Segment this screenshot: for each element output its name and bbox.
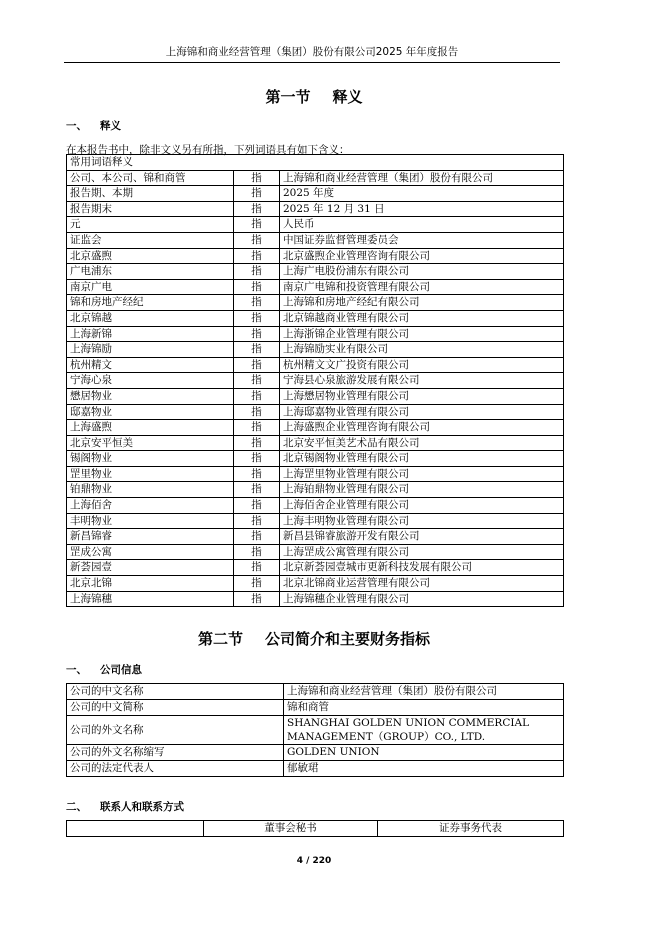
table-row	[67, 373, 564, 389]
glossary-definition: 北京安平恒美艺术品有限公司	[280, 435, 564, 451]
table-row	[67, 388, 564, 404]
glossary-definition: 上海广电股份浦东有限公司	[280, 264, 564, 280]
glossary-definition: 新昌县锦睿旅游开发有限公司	[280, 529, 564, 545]
contact-secretary-header: 董事会秘书	[204, 821, 378, 837]
info-label: 公司的外文名称缩写	[67, 745, 284, 761]
glossary-term: 上海锦穗	[67, 591, 234, 607]
glossary-definition: 杭州精文文广投资有限公司	[280, 357, 564, 373]
glossary-definition: 上海罡里物业管理有限公司	[280, 466, 564, 482]
glossary-definition: 2025 年 12 月 31 日	[280, 201, 564, 217]
glossary-term: 杭州精文	[67, 357, 234, 373]
table-row	[67, 420, 564, 436]
table-row	[67, 279, 564, 295]
glossary-term: 证监会	[67, 232, 234, 248]
glossary-separator: 指	[234, 498, 280, 514]
glossary-term: 懋居物业	[67, 388, 234, 404]
subsection-number: 一、	[66, 664, 87, 676]
glossary-separator: 指	[234, 326, 280, 342]
glossary-term: 南京广电	[67, 279, 234, 295]
glossary-definition: 南京广电锦和投资管理有限公司	[280, 279, 564, 295]
glossary-separator: 指	[234, 420, 280, 436]
glossary-definition: 中国证券监督管理委员会	[280, 232, 564, 248]
glossary-separator: 指	[234, 201, 280, 217]
subsection-company-info-title	[66, 662, 142, 677]
table-row	[67, 498, 564, 514]
table-row	[67, 761, 564, 777]
page-header: 上海锦和商业经营管理（集团）股份有限公司2025 年年度报告	[64, 44, 560, 63]
table-row	[67, 451, 564, 467]
glossary-header: 常用词语释义	[67, 155, 564, 171]
page-number: 4 / 220	[296, 856, 332, 866]
glossary-separator: 指	[234, 342, 280, 358]
glossary-term: 报告期、本期	[67, 186, 234, 202]
glossary-separator: 指	[234, 404, 280, 420]
table-row	[67, 326, 564, 342]
company-info-table	[66, 683, 564, 777]
table-row	[67, 529, 564, 545]
glossary-separator: 指	[234, 388, 280, 404]
glossary-separator: 指	[234, 591, 280, 607]
glossary-definition: 北京盛煦企业管理咨询有限公司	[280, 248, 564, 264]
glossary-definition: 北京新荟园壹城市更新科技发展有限公司	[280, 560, 564, 576]
glossary-term: 锦和房地产经纪	[67, 295, 234, 311]
glossary-term: 上海锦励	[67, 342, 234, 358]
section-2-number: 第二节	[197, 630, 243, 648]
glossary-intro: 在本报告书中，除非文义另有所指，下列词语具有如下含义：	[66, 144, 350, 156]
glossary-separator: 指	[234, 451, 280, 467]
section-1-title	[64, 86, 564, 107]
glossary-definition: 上海锦励实业有限公司	[280, 342, 564, 358]
table-row	[67, 745, 564, 761]
glossary-term: 上海新锦	[67, 326, 234, 342]
table-row	[67, 357, 564, 373]
table-row	[67, 248, 564, 264]
contact-header-row	[67, 821, 564, 837]
glossary-definition: 上海懋居物业管理有限公司	[280, 388, 564, 404]
section-1-heading: 释义	[332, 88, 363, 106]
info-label: 公司的外文名称	[67, 716, 284, 745]
table-row	[67, 684, 564, 700]
table-row	[67, 591, 564, 607]
glossary-term: 元	[67, 217, 234, 233]
info-value: GOLDEN UNION	[284, 745, 564, 761]
info-value: SHANGHAI GOLDEN UNION COMMERCIAL MANAGEMENT（GROUP）CO., LTD.	[284, 716, 564, 745]
table-row	[67, 544, 564, 560]
glossary-separator: 指	[234, 513, 280, 529]
contact-blank-cell	[67, 821, 204, 837]
subsection-heading: 公司信息	[100, 664, 142, 676]
glossary-definition: 北京北锦商业运营管理有限公司	[280, 576, 564, 592]
glossary-definition: 2025 年度	[280, 186, 564, 202]
glossary-definition: 上海锦穗企业管理有限公司	[280, 591, 564, 607]
glossary-definition: 上海铂鼎物业管理有限公司	[280, 482, 564, 498]
info-label: 公司的中文简称	[67, 700, 284, 716]
glossary-separator: 指	[234, 279, 280, 295]
glossary-definition: 上海邸嘉物业管理有限公司	[280, 404, 564, 420]
glossary-table	[66, 154, 564, 607]
glossary-definition: 北京锦越商业管理有限公司	[280, 310, 564, 326]
glossary-definition: 人民币	[280, 217, 564, 233]
glossary-separator: 指	[234, 295, 280, 311]
glossary-separator: 指	[234, 248, 280, 264]
glossary-term: 邸嘉物业	[67, 404, 234, 420]
table-row	[67, 466, 564, 482]
table-row	[67, 700, 564, 716]
table-row	[67, 295, 564, 311]
subsection-heading: 联系人和联系方式	[100, 801, 184, 813]
glossary-definition: 上海浙锦企业管理有限公司	[280, 326, 564, 342]
glossary-term: 上海佰舍	[67, 498, 234, 514]
glossary-separator: 指	[234, 529, 280, 545]
glossary-definition: 北京锡阁物业管理有限公司	[280, 451, 564, 467]
glossary-separator: 指	[234, 217, 280, 233]
glossary-separator: 指	[234, 466, 280, 482]
table-row	[67, 482, 564, 498]
section-1-number: 第一节	[265, 88, 311, 106]
glossary-term: 北京盛煦	[67, 248, 234, 264]
glossary-term: 铂鼎物业	[67, 482, 234, 498]
table-row	[67, 232, 564, 248]
table-row	[67, 264, 564, 280]
glossary-term: 宁海心泉	[67, 373, 234, 389]
table-row	[67, 342, 564, 358]
glossary-definition: 上海盛煦企业管理咨询有限公司	[280, 420, 564, 436]
glossary-term: 报告期末	[67, 201, 234, 217]
table-row	[67, 435, 564, 451]
glossary-separator: 指	[234, 186, 280, 202]
table-row	[67, 186, 564, 202]
section-2-heading: 公司简介和主要财务指标	[265, 630, 431, 648]
glossary-separator: 指	[234, 170, 280, 186]
info-value: 郁敏珺	[284, 761, 564, 777]
subsection-glossary-title	[66, 118, 121, 133]
table-row	[67, 560, 564, 576]
info-value: 上海锦和商业经营管理（集团）股份有限公司	[284, 684, 564, 700]
info-value: 锦和商管	[284, 700, 564, 716]
table-row	[67, 201, 564, 217]
subsection-number: 一、	[66, 120, 87, 132]
glossary-term: 新荟园壹	[67, 560, 234, 576]
glossary-term: 公司、本公司、锦和商管	[67, 170, 234, 186]
glossary-separator: 指	[234, 232, 280, 248]
info-label: 公司的法定代表人	[67, 761, 284, 777]
glossary-definition: 上海罡成公寓管理有限公司	[280, 544, 564, 560]
glossary-definition: 上海锦和商业经营管理（集团）股份有限公司	[280, 170, 564, 186]
glossary-term: 北京北锦	[67, 576, 234, 592]
glossary-separator: 指	[234, 576, 280, 592]
glossary-term: 北京安平恒美	[67, 435, 234, 451]
glossary-separator: 指	[234, 482, 280, 498]
table-row	[67, 170, 564, 186]
glossary-separator: 指	[234, 560, 280, 576]
glossary-term: 新昌锦睿	[67, 529, 234, 545]
glossary-term: 北京锦越	[67, 310, 234, 326]
glossary-separator: 指	[234, 310, 280, 326]
table-row	[67, 576, 564, 592]
glossary-term: 丰明物业	[67, 513, 234, 529]
glossary-definition: 宁海县心泉旅游发展有限公司	[280, 373, 564, 389]
glossary-header-row	[67, 155, 564, 171]
table-row	[67, 716, 564, 745]
info-label: 公司的中文名称	[67, 684, 284, 700]
section-2-title	[64, 628, 564, 649]
glossary-separator: 指	[234, 264, 280, 280]
table-row	[67, 217, 564, 233]
glossary-term: 广电浦东	[67, 264, 234, 280]
glossary-term: 锡阁物业	[67, 451, 234, 467]
subsection-contact-title	[66, 799, 184, 814]
glossary-definition: 上海佰舍企业管理有限公司	[280, 498, 564, 514]
glossary-term: 罡里物业	[67, 466, 234, 482]
glossary-definition: 上海丰明物业管理有限公司	[280, 513, 564, 529]
table-row	[67, 404, 564, 420]
subsection-number: 二、	[66, 801, 87, 813]
glossary-separator: 指	[234, 544, 280, 560]
subsection-heading: 释义	[100, 120, 121, 132]
contact-representative-header: 证券事务代表	[378, 821, 564, 837]
glossary-separator: 指	[234, 373, 280, 389]
glossary-separator: 指	[234, 357, 280, 373]
table-row	[67, 310, 564, 326]
glossary-term: 罡成公寓	[67, 544, 234, 560]
glossary-separator: 指	[234, 435, 280, 451]
table-row	[67, 513, 564, 529]
glossary-term: 上海盛煦	[67, 420, 234, 436]
contact-table	[66, 820, 564, 837]
glossary-definition: 上海锦和房地产经纪有限公司	[280, 295, 564, 311]
